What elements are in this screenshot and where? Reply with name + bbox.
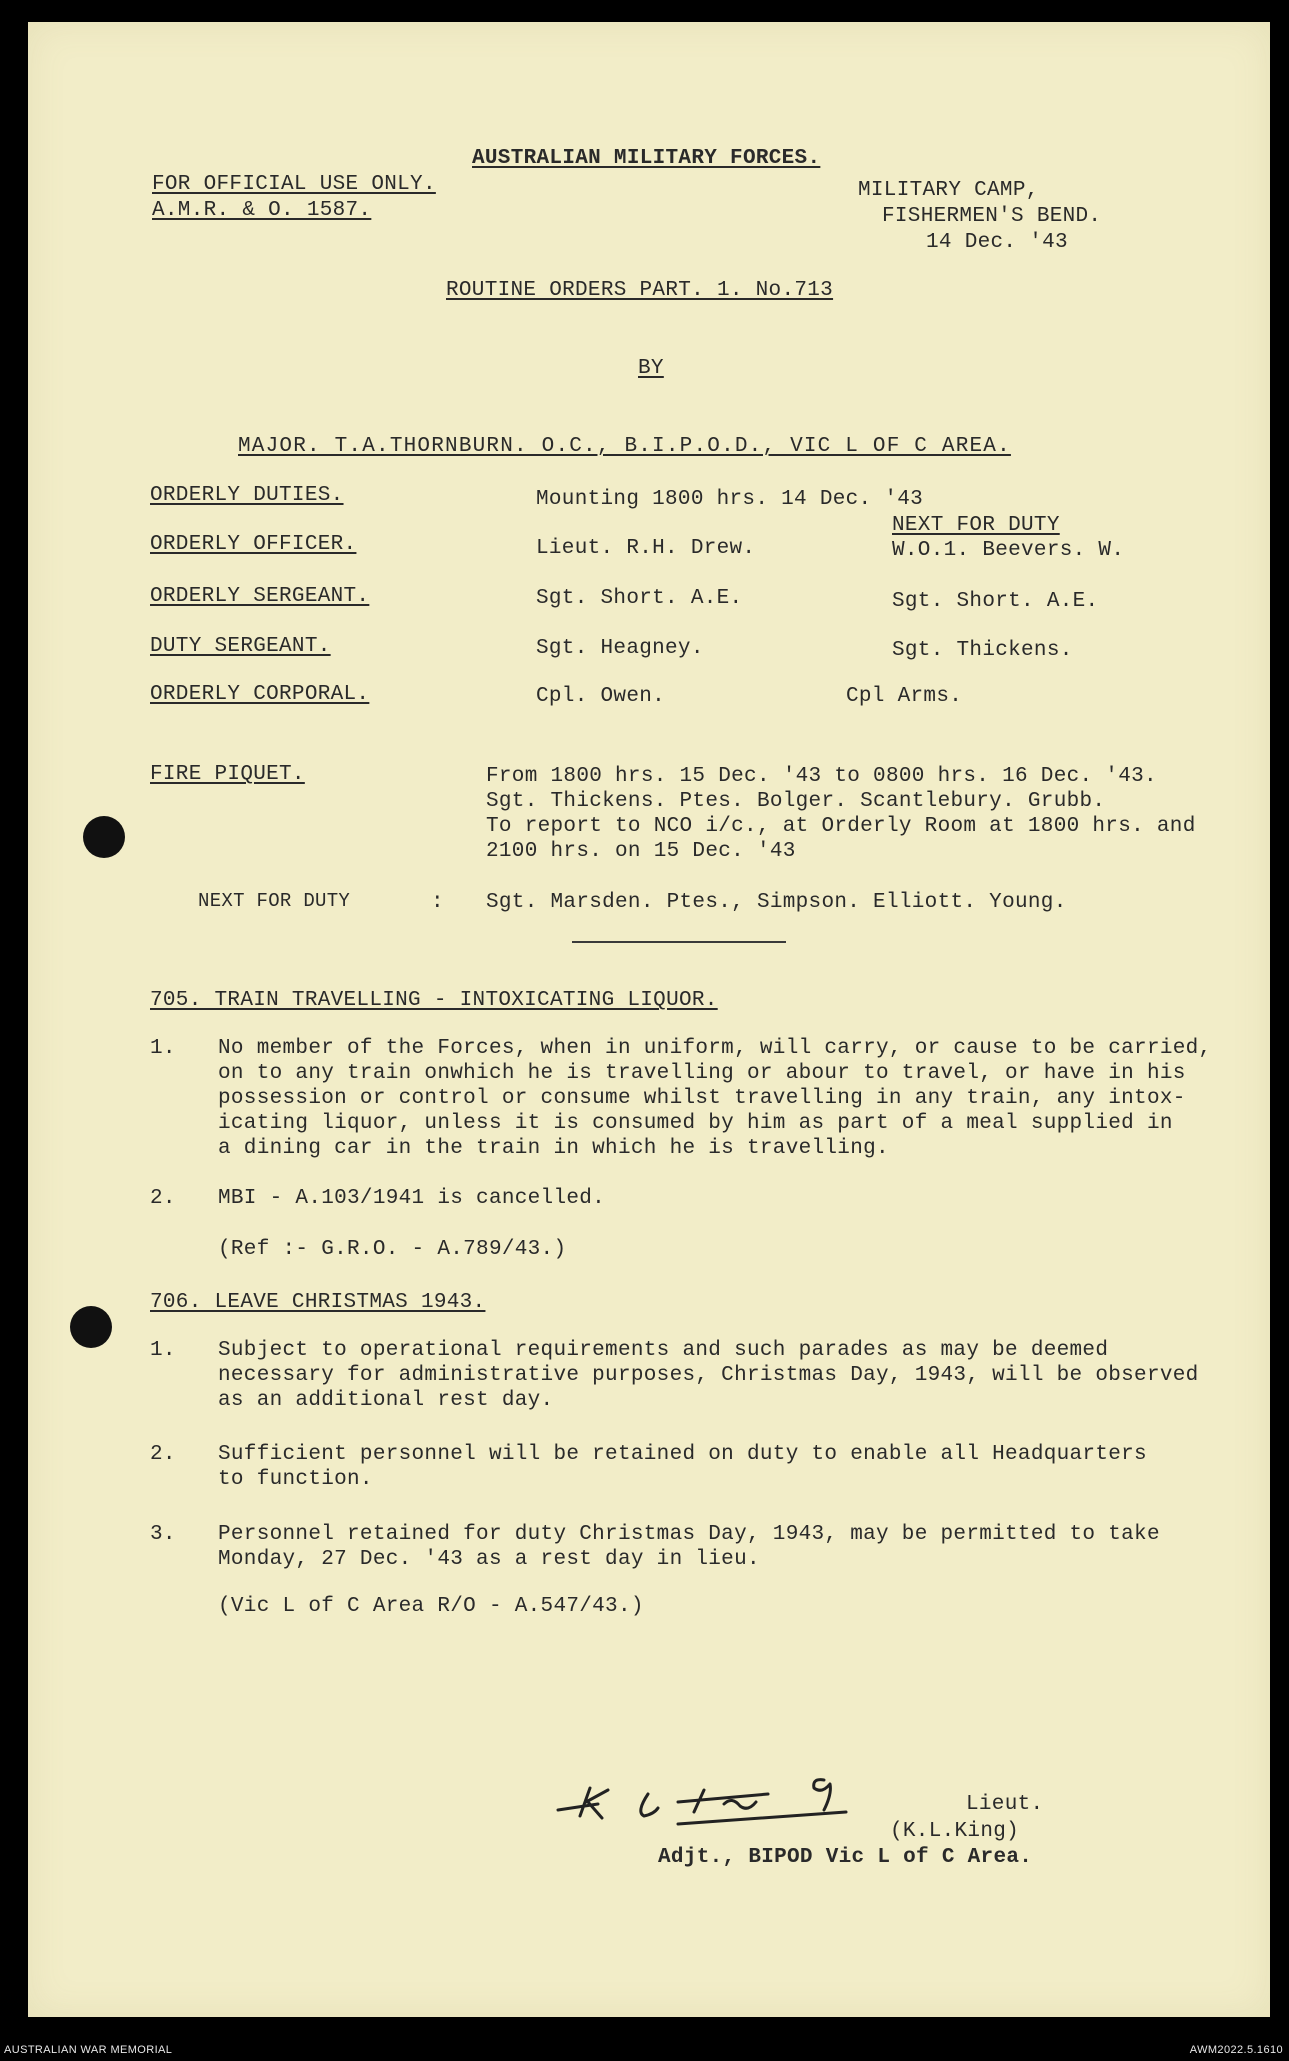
section-divider (572, 941, 786, 943)
document-page (28, 22, 1270, 2017)
duty-label-orderly-corporal: ORDERLY CORPORAL. (150, 683, 370, 706)
duty-current-duty-sergeant: Sgt. Heagney. (536, 637, 704, 660)
signature-rank: Lieut. (966, 1793, 1044, 1816)
amr-reference: A.M.R. & O. 1587. (152, 199, 372, 222)
duty-current-orderly-officer: Lieut. R.H. Drew. (536, 537, 756, 560)
order-706-item-2-text: Sufficient personnel will be retained on duty to enable all Headquarters to function. (218, 1443, 1147, 1491)
duty-current-orderly-sergeant: Sgt. Short. A.E. (536, 587, 743, 610)
order-706-item-1-text: Subject to operational requirements and such parades as may be deemed necessary for administrative purposes, Christmas Day, 1943, will be observed as an additional rest day. (218, 1339, 1199, 1412)
fire-piquet-label: FIRE PIQUET. (150, 763, 305, 786)
punch-hole-bottom (70, 1306, 112, 1348)
order-705-item-2-number: 2. (150, 1187, 176, 1210)
fire-piquet-line-2: Sgt. Thickens. Ptes. Bolger. Scantlebury. Grubb. (486, 790, 1106, 813)
fire-piquet-line-3: To report to NCO i/c., at Orderly Room at 1800 hrs. and (486, 815, 1196, 838)
fire-piquet-line-4: 2100 hrs. on 15 Dec. '43 (486, 840, 796, 863)
archive-footer-left: AUSTRALIAN WAR MEMORIAL (4, 2044, 173, 2056)
duty-next-orderly-officer: W.O.1. Beevers. W. (892, 539, 1125, 562)
order-705-item-1-number: 1. (150, 1037, 176, 1060)
duty-label-duty-sergeant: DUTY SERGEANT. (150, 635, 331, 658)
order-706-item-3-number: 3. (150, 1523, 176, 1546)
duty-label-orderly-sergeant: ORDERLY SERGEANT. (150, 585, 370, 608)
official-use-label: FOR OFFICIAL USE ONLY. (152, 173, 436, 196)
duty-next-orderly-corporal: Cpl Arms. (846, 685, 963, 708)
order-706-heading: 706. LEAVE CHRISTMAS 1943. (150, 1291, 486, 1314)
order-706-item-2-number: 2. (150, 1443, 176, 1466)
signature-title: Adjt., BIPOD Vic L of C Area. (658, 1846, 1033, 1869)
fire-piquet-next-value: Sgt. Marsden. Ptes., Simpson. Elliott. Young. (486, 891, 1067, 914)
by-label: BY (638, 357, 664, 380)
fire-piquet-next-label: NEXT FOR DUTY (198, 890, 351, 912)
orders-title: ROUTINE ORDERS PART. 1. No.713 (446, 279, 834, 302)
order-705-item-1-text: No member of the Forces, when in uniform, will carry, or cause to be carried, on to any train onwhich he is travelling or abour to travel, or have in his possession or control or consume whilst travelling in any train, any intox- icating liquor, unless it is consumed by him as part of a meal supplied in a dining car in the train in which he is travelling. (218, 1037, 1212, 1160)
order-705-heading: 705. TRAIN TRAVELLING - INTOXICATING LIQUOR. (150, 989, 718, 1012)
mounting-time: Mounting 1800 hrs. 14 Dec. '43 (536, 488, 924, 511)
duty-label-orderly-officer: ORDERLY OFFICER. (150, 533, 357, 556)
issuer-line: MAJOR. T.A.THORNBURN. O.C., B.I.P.O.D., VIC L OF C AREA. (238, 435, 1011, 458)
order-706-reference: (Vic L of C Area R/O - A.547/43.) (218, 1595, 644, 1618)
next-for-duty-heading: NEXT FOR DUTY (892, 514, 1060, 537)
duty-current-orderly-corporal: Cpl. Owen. (536, 685, 666, 708)
order-706-item-3-text: Personnel retained for duty Christmas Day, 1943, may be permitted to take Monday, 27 Dec. '43 as a rest day in lieu. (218, 1523, 1160, 1571)
order-705-reference: (Ref :- G.R.O. - A.789/43.) (218, 1238, 567, 1261)
orderly-duties-label: ORDERLY DUTIES. (150, 484, 344, 507)
fire-piquet-line-1: From 1800 hrs. 15 Dec. '43 to 0800 hrs. 16 Dec. '43. (486, 765, 1157, 788)
document-title: AUSTRALIAN MILITARY FORCES. (472, 147, 821, 170)
header-date: 14 Dec. '43 (926, 231, 1068, 254)
fire-piquet-next-colon: : (431, 891, 444, 914)
signature-name: (K.L.King) (890, 1820, 1020, 1843)
duty-next-duty-sergeant: Sgt. Thickens. (892, 639, 1073, 662)
archive-footer-right: AWM2022.5.1610 (1189, 2044, 1283, 2056)
order-706-item-1-number: 1. (150, 1339, 176, 1362)
order-705-item-2-text: MBI - A.103/1941 is cancelled. (218, 1187, 606, 1210)
location-line-2: FISHERMEN'S BEND. (882, 205, 1102, 228)
duty-next-orderly-sergeant: Sgt. Short. A.E. (892, 590, 1099, 613)
location-line-1: MILITARY CAMP, (858, 179, 1039, 202)
punch-hole-top (83, 816, 125, 858)
handwritten-signature (528, 1750, 908, 1840)
